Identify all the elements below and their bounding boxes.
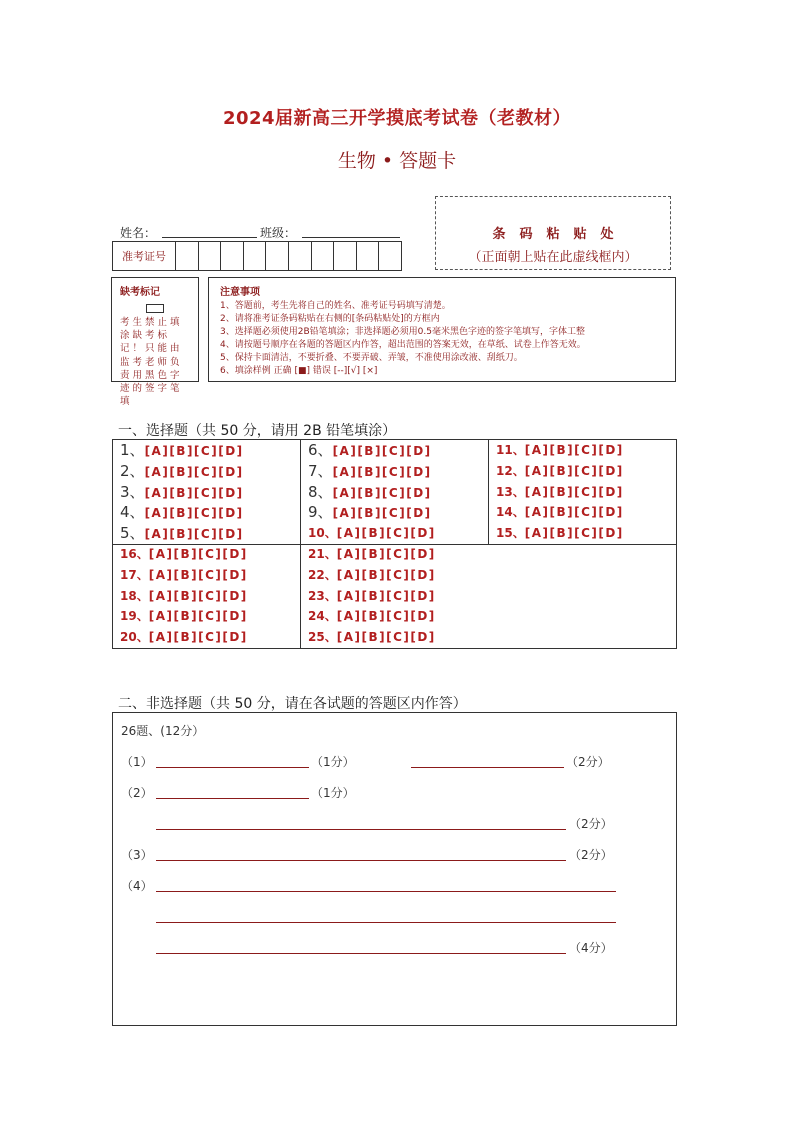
name-field[interactable] xyxy=(162,237,257,238)
question-separator: 、 xyxy=(324,567,337,582)
answer-options[interactable]: [A][B][C][D] xyxy=(332,464,432,479)
choice-question-19 xyxy=(120,608,248,624)
answer-options[interactable]: [A][B][C][D] xyxy=(524,526,624,541)
absent-mark-box xyxy=(111,277,199,408)
question-number: 8 xyxy=(308,482,318,501)
barcode-note: （正面朝上贴在此虚线框内） xyxy=(468,250,638,265)
answer-options[interactable]: [A][B][C][D] xyxy=(336,526,436,541)
class-label: 班级： xyxy=(260,226,297,240)
answer-line[interactable] xyxy=(156,953,566,954)
exam-number-grid xyxy=(112,241,402,271)
choice-question-24 xyxy=(308,608,436,624)
question-number: 4 xyxy=(120,503,130,522)
absent-mark-checkbox[interactable] xyxy=(146,304,164,313)
question-separator: 、 xyxy=(512,526,525,541)
answer-options[interactable]: [A][B][C][D] xyxy=(148,547,248,561)
section1-title: 一、选择题（共 50 分，请用 2B 铅笔填涂） xyxy=(118,423,397,439)
question-number: 19 xyxy=(120,609,137,624)
answer-options[interactable]: [A][B][C][D] xyxy=(144,506,244,521)
notes-line: 3、选择题必须使用2B铅笔填涂；非选择题必须用0.5毫米黑色字迹的签字笔填写，字体工整 xyxy=(220,327,585,337)
score-label: （2分） xyxy=(569,848,613,862)
absent-mark-text: 考生禁止填涂缺考标记！只能由监考老师负责用黑色字迹的签字笔填 xyxy=(120,317,183,408)
answer-options[interactable]: [A][B][C][D] xyxy=(336,630,436,645)
answer-options[interactable]: [A][B][C][D] xyxy=(332,485,432,500)
question-separator: 、 xyxy=(129,441,145,459)
answer-line[interactable] xyxy=(156,798,309,799)
exam-number-cell[interactable] xyxy=(312,242,335,270)
exam-number-cell[interactable] xyxy=(266,242,289,270)
question-number: 6 xyxy=(308,441,318,459)
answer-line[interactable] xyxy=(156,829,566,830)
choice-question-18 xyxy=(120,588,248,604)
choice-question-17 xyxy=(120,567,248,583)
exam-number-cell[interactable] xyxy=(334,242,357,270)
notes-title: 注意事项 xyxy=(220,287,260,298)
question-separator: 、 xyxy=(324,609,337,624)
choice-question-23 xyxy=(308,588,436,604)
notes-line: 2、请将准考证条码粘贴在右侧的[条码粘贴处]的方框内 xyxy=(220,314,440,324)
answer-line[interactable] xyxy=(156,891,616,892)
exam-number-cell[interactable] xyxy=(244,242,267,270)
exam-number-cell[interactable] xyxy=(379,242,401,270)
choice-question-13 xyxy=(496,484,624,500)
answer-options[interactable]: [A][B][C][D] xyxy=(336,609,436,624)
choice-question-10 xyxy=(308,525,436,541)
exam-number-cell[interactable] xyxy=(199,242,222,270)
notes-line: 5、保持卡面清洁，不要折叠、不要弄破、弄皱，不准使用涂改液、刮纸刀。 xyxy=(220,353,523,363)
score-label: （1分） xyxy=(311,786,355,800)
question-separator: 、 xyxy=(136,567,149,582)
choice-question-20 xyxy=(120,629,248,645)
question-separator: 、 xyxy=(512,505,525,520)
question-number: 23 xyxy=(308,588,325,603)
answer-options[interactable]: [A][B][C][D] xyxy=(148,588,248,603)
choice-question-11 xyxy=(496,442,624,458)
barcode-area xyxy=(435,196,671,270)
question-separator: 、 xyxy=(136,588,149,603)
question-separator: 、 xyxy=(324,630,337,645)
choice-question-6 xyxy=(308,442,432,458)
answer-options[interactable]: [A][B][C][D] xyxy=(144,444,244,458)
question-separator: 、 xyxy=(136,609,149,624)
absent-mark-title: 缺考标记 xyxy=(120,287,160,298)
q26-title: 26题、(12分） xyxy=(121,724,205,738)
question-number: 17 xyxy=(120,567,137,582)
question-separator: 、 xyxy=(136,547,149,561)
question-number: 21 xyxy=(308,547,325,561)
choice-question-1 xyxy=(120,442,244,458)
exam-number-cell[interactable] xyxy=(176,242,199,270)
question-separator: 、 xyxy=(136,630,149,645)
class-field[interactable] xyxy=(302,237,400,238)
page-subtitle: 生物 • 答题卡 xyxy=(337,150,457,172)
choice-question-8 xyxy=(308,484,432,500)
question-number: 24 xyxy=(308,609,325,624)
page-title: 2024届新高三开学摸底考试卷（老教材） xyxy=(222,108,572,129)
choice-question-16 xyxy=(120,546,248,562)
question-number: 13 xyxy=(496,484,513,499)
answer-options[interactable]: [A][B][C][D] xyxy=(148,567,248,582)
question-number: 15 xyxy=(496,526,513,541)
question-separator: 、 xyxy=(317,441,333,459)
answer-options[interactable]: [A][B][C][D] xyxy=(148,630,248,645)
question-number: 12 xyxy=(496,463,513,478)
multiple-choice-grid xyxy=(112,439,677,649)
q26-part4-label: （4） xyxy=(121,879,153,893)
answer-line[interactable] xyxy=(156,922,616,923)
exam-number-label: 准考证号 xyxy=(113,242,176,270)
grid-divider xyxy=(488,440,489,544)
question-number: 18 xyxy=(120,588,137,603)
answer-options[interactable]: [A][B][C][D] xyxy=(148,609,248,624)
answer-options[interactable]: [A][B][C][D] xyxy=(332,506,432,521)
name-label: 姓名： xyxy=(120,226,157,240)
answer-options[interactable]: [A][B][C][D] xyxy=(144,464,244,479)
question-number: 1 xyxy=(120,441,130,459)
q26-part3-label: （3） xyxy=(121,848,153,862)
question-separator: 、 xyxy=(512,443,525,457)
free-response-box xyxy=(112,712,677,1026)
question-separator: 、 xyxy=(512,463,525,478)
question-separator: 、 xyxy=(129,503,145,522)
choice-question-22 xyxy=(308,567,436,583)
question-number: 11 xyxy=(496,443,513,457)
answer-options[interactable]: [A][B][C][D] xyxy=(524,443,624,457)
choice-question-25 xyxy=(308,629,436,645)
question-number: 16 xyxy=(120,547,137,561)
question-separator: 、 xyxy=(317,482,333,501)
exam-number-cell[interactable] xyxy=(289,242,312,270)
answer-options[interactable]: [A][B][C][D] xyxy=(524,484,624,499)
q26-part2-label: （2） xyxy=(121,786,153,800)
choice-question-5 xyxy=(120,525,244,541)
question-separator: 、 xyxy=(324,547,337,561)
score-label: （4分） xyxy=(569,941,613,955)
answer-line[interactable] xyxy=(156,860,566,861)
choice-question-15 xyxy=(496,525,624,541)
question-separator: 、 xyxy=(317,461,333,480)
question-number: 20 xyxy=(120,630,137,645)
answer-line[interactable] xyxy=(411,767,564,768)
answer-options[interactable]: [A][B][C][D] xyxy=(144,527,244,542)
question-number: 7 xyxy=(308,461,318,480)
answer-options[interactable]: [A][B][C][D] xyxy=(144,485,244,500)
question-separator: 、 xyxy=(512,484,525,499)
choice-question-2 xyxy=(120,463,244,479)
exam-number-cell[interactable] xyxy=(357,242,380,270)
notes-box xyxy=(208,277,676,382)
question-number: 5 xyxy=(120,524,130,543)
choice-question-7 xyxy=(308,463,432,479)
choice-question-9 xyxy=(308,504,432,520)
question-number: 22 xyxy=(308,567,325,582)
q26-part1-label: （1） xyxy=(121,755,153,769)
notes-line: 4、请按题号顺序在各题的答题区内作答，超出范围的答案无效，在草纸、试卷上作答无效。 xyxy=(220,340,586,350)
grid-divider xyxy=(113,544,676,545)
choice-question-12 xyxy=(496,463,624,479)
choice-question-4 xyxy=(120,504,244,520)
question-number: 3 xyxy=(120,482,130,501)
score-label: （1分） xyxy=(311,755,355,769)
choice-question-14 xyxy=(496,504,624,520)
answer-options[interactable]: [A][B][C][D] xyxy=(336,588,436,603)
question-number: 25 xyxy=(308,630,325,645)
notes-line: 1、答题前，考生先将自己的姓名、准考证号码填写清楚。 xyxy=(220,301,451,311)
question-number: 10 xyxy=(308,526,325,541)
question-number: 9 xyxy=(308,503,318,522)
barcode-title: 条码粘贴处 xyxy=(492,227,628,242)
question-separator: 、 xyxy=(129,461,145,480)
question-number: 2 xyxy=(120,461,130,480)
question-separator: 、 xyxy=(129,524,145,543)
score-label: （2分） xyxy=(569,817,613,831)
exam-number-cell[interactable] xyxy=(221,242,244,270)
question-separator: 、 xyxy=(324,526,337,541)
answer-options[interactable]: [A][B][C][D] xyxy=(524,463,624,478)
score-label: （2分） xyxy=(566,755,610,769)
question-separator: 、 xyxy=(317,503,333,522)
question-separator: 、 xyxy=(129,482,145,501)
notes-line: 6、填涂样例 正确 [■] 错误 [--][√] [×] xyxy=(220,366,378,376)
question-number: 14 xyxy=(496,505,513,520)
answer-options[interactable]: [A][B][C][D] xyxy=(332,444,432,458)
answer-options[interactable]: [A][B][C][D] xyxy=(336,567,436,582)
answer-options[interactable]: [A][B][C][D] xyxy=(524,505,624,520)
choice-question-21 xyxy=(308,546,436,562)
question-separator: 、 xyxy=(324,588,337,603)
answer-options[interactable]: [A][B][C][D] xyxy=(336,547,436,561)
section2-title: 二、非选择题（共 50 分，请在各试题的答题区内作答） xyxy=(118,696,467,712)
choice-question-3 xyxy=(120,484,244,500)
answer-line[interactable] xyxy=(156,767,309,768)
